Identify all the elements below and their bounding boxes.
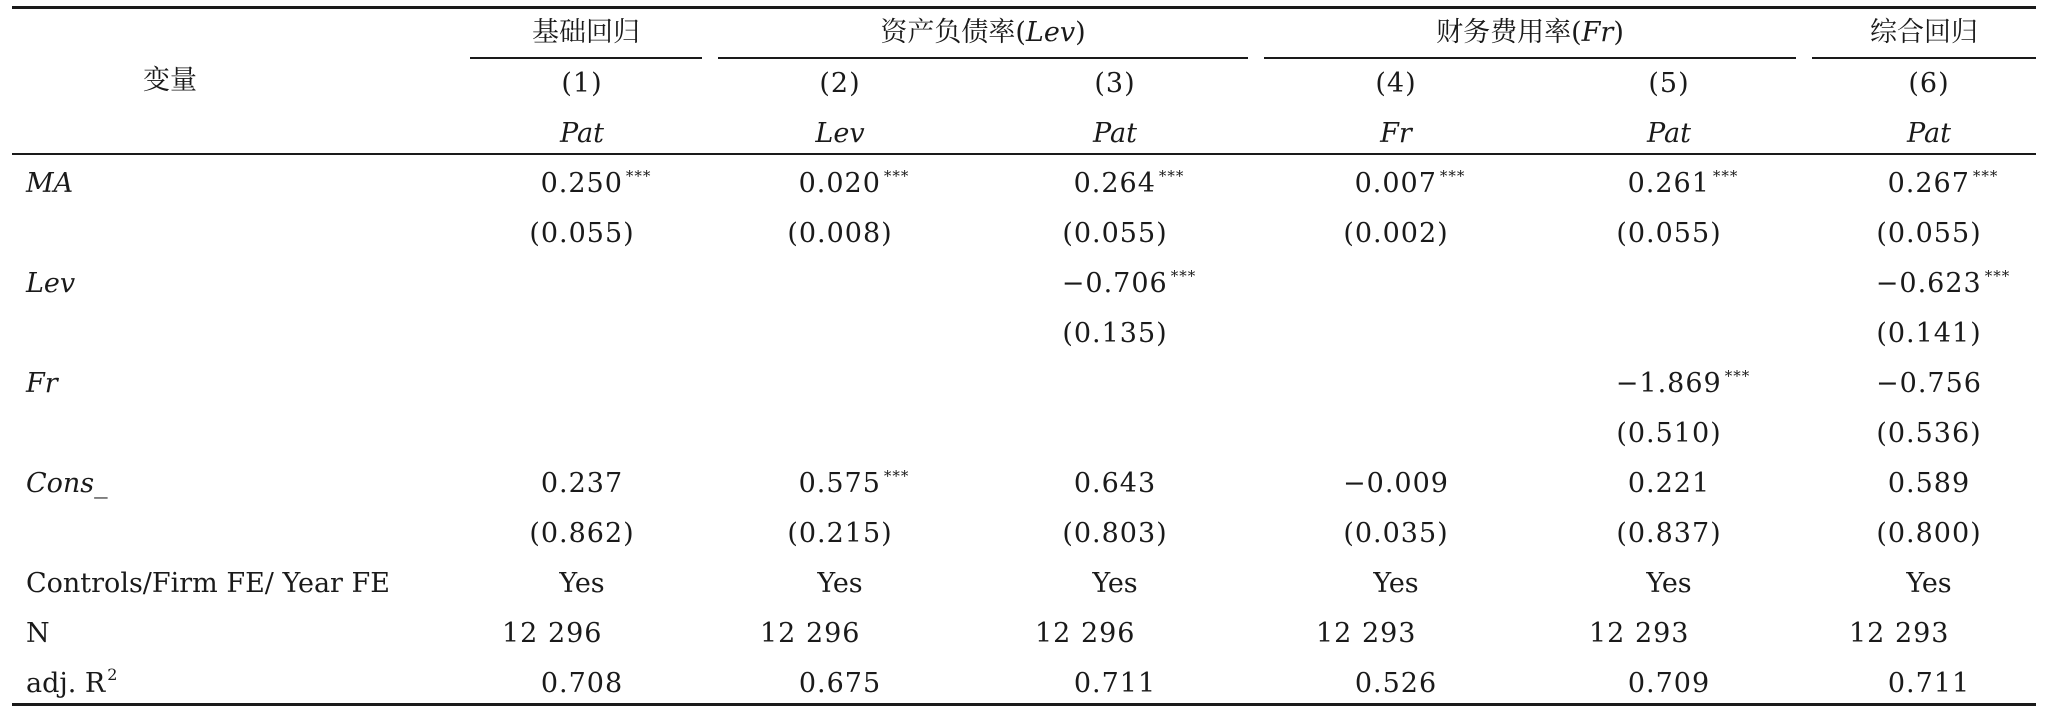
standard-error-cell xyxy=(1062,309,1167,359)
controls-value: Yes xyxy=(1646,568,1692,599)
coefficient-value: −0.756 xyxy=(1876,368,1982,399)
r-squared-cell xyxy=(1628,659,1710,709)
standard-error-value: (0.035) xyxy=(1343,518,1449,549)
coefficient-cell xyxy=(1074,159,1185,209)
column-number-text: (1) xyxy=(561,68,603,99)
standard-error-cell xyxy=(529,509,634,559)
standard-error-cell xyxy=(1343,209,1448,259)
column-group-header xyxy=(532,8,640,58)
observations-cell xyxy=(502,609,602,659)
coefficient-value: 0.221 xyxy=(1627,468,1711,499)
standard-error-cell xyxy=(1876,509,1981,559)
r-squared-cell xyxy=(541,659,623,709)
standard-error-cell xyxy=(1062,509,1167,559)
coefficient-cell xyxy=(1888,459,1970,509)
stub-header-text: 变量 xyxy=(143,65,197,96)
standard-error-value: (0.800) xyxy=(1876,518,1982,549)
row-label xyxy=(26,359,58,409)
coefficient-cell xyxy=(1876,259,2010,309)
coefficient-value: −1.869 xyxy=(1615,368,1722,399)
coefficient-value: 0.589 xyxy=(1887,468,1971,499)
coefficient-cell xyxy=(799,159,910,209)
column-number-text: (5) xyxy=(1648,68,1690,99)
row-label-text: adj. R xyxy=(26,668,106,699)
r-squared-value: 0.526 xyxy=(1354,668,1438,699)
coefficient-value: 0.264 xyxy=(1073,168,1156,199)
standard-error-cell xyxy=(1062,209,1167,259)
bottom-rule xyxy=(12,703,2036,706)
coefficient-cell xyxy=(1355,159,1466,209)
dependent-variable-text: Pat xyxy=(560,118,604,149)
r-squared-value: 0.675 xyxy=(798,668,882,699)
coefficient-cell xyxy=(1888,159,1999,209)
standard-error-value: (0.215) xyxy=(787,518,893,549)
coefficient-value: −0.706 xyxy=(1061,268,1168,299)
controls-cell xyxy=(1646,559,1691,609)
standard-error-value: (0.536) xyxy=(1876,418,1982,449)
standard-error-value: (0.141) xyxy=(1876,318,1982,349)
standard-error-cell xyxy=(1616,509,1721,559)
row-label-text: Cons_ xyxy=(26,468,108,499)
significance-stars: *** xyxy=(1984,267,2011,285)
coefficient-cell xyxy=(541,159,652,209)
row-label-text: Lev xyxy=(26,268,76,299)
coefficient-value: −0.009 xyxy=(1343,468,1449,499)
row-label xyxy=(26,159,73,209)
significance-stars: *** xyxy=(1170,267,1197,285)
coefficient-value: 0.250 xyxy=(540,168,623,199)
r-squared-value: 0.711 xyxy=(1073,668,1157,699)
r-squared-value: 0.709 xyxy=(1627,668,1711,699)
row-label xyxy=(26,659,117,709)
observations-cell xyxy=(1589,609,1689,659)
dependent-variable-text: Fr xyxy=(1380,118,1412,149)
r-squared-value: 0.708 xyxy=(540,668,624,699)
standard-error-cell xyxy=(1876,209,1981,259)
significance-stars: *** xyxy=(883,167,910,185)
row-label xyxy=(26,459,108,509)
column-number-text: (3) xyxy=(1094,68,1136,99)
row-label-text: Controls/Firm FE/ Year FE xyxy=(26,568,390,599)
observations-value: 12 296 xyxy=(760,618,861,649)
standard-error-value: (0.135) xyxy=(1062,318,1168,349)
column-group-label: 资产负债率( xyxy=(880,17,1026,48)
standard-error-value: (0.510) xyxy=(1616,418,1722,449)
dependent-variable xyxy=(815,109,864,159)
observations-value: 12 293 xyxy=(1849,618,1950,649)
observations-value: 12 296 xyxy=(502,618,603,649)
column-number xyxy=(1094,59,1135,109)
column-group-label-end: ) xyxy=(1075,17,1086,48)
column-group-label: 财务费用率( xyxy=(1436,17,1582,48)
coefficient-value: 0.007 xyxy=(1354,168,1437,199)
coefficient-value: 0.261 xyxy=(1627,168,1710,199)
coefficient-value: 0.267 xyxy=(1887,168,1970,199)
coefficient-cell xyxy=(1628,159,1739,209)
coefficient-cell xyxy=(1876,359,1982,409)
observations-value: 12 296 xyxy=(1035,618,1136,649)
controls-cell xyxy=(1373,559,1418,609)
r-squared-cell xyxy=(1888,659,1970,709)
coefficient-value: 0.020 xyxy=(798,168,881,199)
stub-header xyxy=(143,56,197,106)
standard-error-value: (0.008) xyxy=(787,218,893,249)
coefficient-cell xyxy=(1343,459,1449,509)
coefficient-value: −0.623 xyxy=(1875,268,1982,299)
dependent-variable-text: Pat xyxy=(1907,118,1951,149)
standard-error-value: (0.055) xyxy=(1062,218,1168,249)
significance-stars: *** xyxy=(883,467,910,485)
standard-error-cell xyxy=(529,209,634,259)
column-number xyxy=(1908,59,1949,109)
column-number xyxy=(1648,59,1689,109)
coefficient-cell xyxy=(799,459,910,509)
observations-cell xyxy=(1316,609,1416,659)
controls-value: Yes xyxy=(817,568,863,599)
controls-cell xyxy=(1092,559,1137,609)
row-label-text: MA xyxy=(26,168,74,199)
controls-value: Yes xyxy=(1906,568,1952,599)
significance-stars: *** xyxy=(1712,167,1739,185)
controls-value: Yes xyxy=(559,568,605,599)
coefficient-cell xyxy=(1074,459,1156,509)
standard-error-cell xyxy=(1876,309,1981,359)
column-number-text: (6) xyxy=(1908,68,1950,99)
controls-cell xyxy=(559,559,604,609)
standard-error-value: (0.803) xyxy=(1062,518,1168,549)
controls-cell xyxy=(817,559,862,609)
header-bottom-rule xyxy=(12,153,2036,155)
coefficient-cell xyxy=(1062,259,1196,309)
observations-value: 12 293 xyxy=(1316,618,1417,649)
standard-error-cell xyxy=(1616,209,1721,259)
row-label-text: N xyxy=(26,618,50,649)
controls-cell xyxy=(1906,559,1951,609)
column-number xyxy=(819,59,860,109)
row-label-text: Fr xyxy=(26,368,58,399)
column-group-label-end: ) xyxy=(1613,17,1624,48)
dependent-variable-text: Pat xyxy=(1093,118,1137,149)
dependent-variable-text: Lev xyxy=(815,118,865,149)
controls-value: Yes xyxy=(1092,568,1138,599)
standard-error-value: (0.862) xyxy=(529,518,635,549)
dependent-variable xyxy=(1380,109,1412,159)
significance-stars: *** xyxy=(1158,167,1185,185)
dependent-variable xyxy=(1093,109,1137,159)
significance-stars: *** xyxy=(625,167,652,185)
standard-error-cell xyxy=(1343,509,1448,559)
coefficient-cell xyxy=(541,459,623,509)
standard-error-cell xyxy=(787,209,892,259)
dependent-variable xyxy=(1907,109,1951,159)
r-squared-cell xyxy=(1074,659,1156,709)
coefficient-value: 0.575 xyxy=(798,468,881,499)
coefficient-value: 0.237 xyxy=(540,468,624,499)
column-group-header xyxy=(1436,8,1624,58)
column-group-header xyxy=(880,8,1085,58)
standard-error-value: (0.837) xyxy=(1616,518,1722,549)
row-label xyxy=(26,559,390,609)
significance-stars: *** xyxy=(1972,167,1999,185)
row-label xyxy=(26,609,50,659)
dependent-variable xyxy=(560,109,604,159)
column-group-variable: Fr xyxy=(1581,17,1614,48)
coefficient-value: 0.643 xyxy=(1073,468,1157,499)
standard-error-cell xyxy=(787,509,892,559)
observations-value: 12 293 xyxy=(1589,618,1690,649)
r-squared-value: 0.711 xyxy=(1887,668,1971,699)
column-number xyxy=(561,59,602,109)
standard-error-cell xyxy=(1616,409,1721,459)
dependent-variable-text: Pat xyxy=(1647,118,1691,149)
standard-error-value: (0.055) xyxy=(529,218,635,249)
standard-error-value: (0.055) xyxy=(1616,218,1722,249)
significance-stars: *** xyxy=(1724,367,1751,385)
column-number-text: (4) xyxy=(1375,68,1417,99)
coefficient-cell xyxy=(1628,459,1710,509)
observations-cell xyxy=(760,609,860,659)
standard-error-cell xyxy=(1876,409,1981,459)
coefficient-cell xyxy=(1616,359,1750,409)
observations-cell xyxy=(1849,609,1949,659)
row-label xyxy=(26,259,75,309)
column-group-label: 综合回归 xyxy=(1870,17,1978,48)
controls-value: Yes xyxy=(1373,568,1419,599)
dependent-variable xyxy=(1647,109,1691,159)
standard-error-value: (0.002) xyxy=(1343,218,1449,249)
column-group-label: 基础回归 xyxy=(532,17,640,48)
r-squared-cell xyxy=(1355,659,1437,709)
column-number xyxy=(1375,59,1416,109)
observations-cell xyxy=(1035,609,1135,659)
standard-error-value: (0.055) xyxy=(1876,218,1982,249)
column-group-variable: Lev xyxy=(1025,17,1076,48)
significance-stars: *** xyxy=(1439,167,1466,185)
column-group-header xyxy=(1870,8,1978,58)
superscript: 2 xyxy=(107,665,118,684)
r-squared-cell xyxy=(799,659,881,709)
column-number-text: (2) xyxy=(819,68,861,99)
